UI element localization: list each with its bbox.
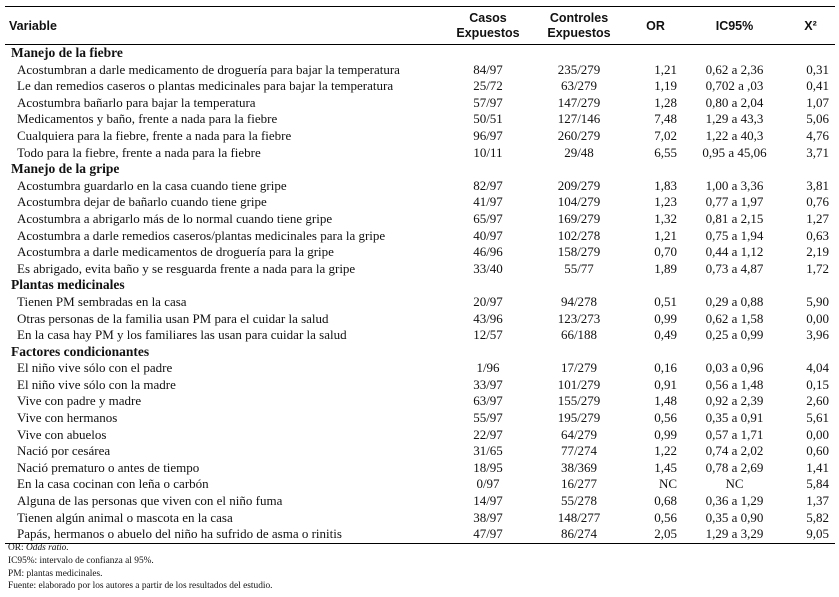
cell-variable: Vive con abuelos: [17, 426, 107, 442]
note-or: OR: Odds ratio.: [8, 543, 69, 553]
table-row: [5, 360, 835, 377]
cell-or: 0,68: [654, 493, 677, 509]
section-header-row: [5, 277, 835, 294]
cell-or: 1,21: [654, 227, 677, 243]
cell-or: 0,56: [654, 509, 677, 525]
cell-x2: 3,81: [806, 177, 829, 193]
cell-x2: 1,41: [806, 459, 829, 475]
cell-controles-expuestos: 94/278: [560, 293, 598, 309]
cell-casos-expuestos: 63/97: [473, 393, 503, 409]
cell-variable: Tienen PM sembradas en la casa: [17, 293, 187, 309]
cell-ic95: 1,29 a 43,3: [705, 111, 764, 127]
cell-or: 7,02: [654, 127, 677, 143]
cell-variable: Acostumbra a darle medicamentos de droguería para la gripe: [17, 244, 334, 260]
cell-or: 1,48: [654, 393, 677, 409]
cell-or: 1,32: [654, 210, 677, 226]
section-title: Manejo de la fiebre: [11, 45, 123, 60]
cell-x2: 4,76: [806, 127, 829, 143]
cell-controles-expuestos: 147/279: [557, 94, 601, 110]
table-row: [5, 377, 835, 394]
table-row: [5, 244, 835, 261]
cell-variable: Nació prematuro o antes de tiempo: [17, 459, 200, 475]
cell-variable: Acostumbra dejar de bañarlo cuando tiene gripe: [17, 194, 267, 210]
cell-controles-expuestos: 55/77: [564, 260, 594, 276]
cell-variable: Todo para la fiebre, frente a nada para la fiebre: [17, 144, 261, 160]
cell-controles-expuestos: 38/369: [560, 459, 598, 475]
cell-x2: 5,90: [806, 293, 829, 309]
table-header: [5, 7, 835, 45]
col-header-ic95: IC95%: [683, 7, 786, 45]
note-pm: PM: plantas medicinales.: [8, 568, 103, 579]
cell-ic95: 0,73 a 4,87: [705, 260, 764, 276]
cell-casos-expuestos: 46/96: [473, 244, 503, 260]
cell-or: NC: [658, 476, 677, 492]
cell-or: 1,28: [654, 94, 677, 110]
cell-variable: El niño vive sólo con la madre: [17, 376, 176, 392]
cell-x2: 0,63: [806, 227, 829, 243]
cell-casos-expuestos: 57/97: [473, 94, 503, 110]
cell-controles-expuestos: 169/279: [557, 210, 601, 226]
table-row: [5, 78, 835, 95]
cell-controles-expuestos: 209/279: [557, 177, 601, 193]
cell-x2: 5,06: [806, 111, 829, 127]
table-row: [5, 178, 835, 195]
cell-or: 2,05: [628, 526, 683, 543]
cell-or: 1,23: [654, 194, 677, 210]
table-row: [5, 443, 835, 460]
table-row: [5, 476, 835, 493]
cell-ic95: 0,36 a 1,29: [705, 493, 764, 509]
cell-ic95: 0,81 a 2,15: [705, 210, 764, 226]
cell-x2: 4,04: [806, 360, 829, 376]
cell-ic95: 0,57 a 1,71: [705, 426, 764, 442]
table-body: [5, 45, 835, 544]
table-row: [5, 62, 835, 79]
cell-variable: Medicamentos y baño, frente a nada para la fiebre: [17, 111, 278, 127]
cell-ic95: 0,77 a 1,97: [705, 194, 764, 210]
cell-ic95: 0,78 a 2,69: [705, 459, 764, 475]
cell-or: 1,22: [654, 443, 677, 459]
cell-or: 0,91: [654, 376, 677, 392]
cell-or: 1,21: [654, 61, 677, 77]
table-row: [5, 410, 835, 427]
table-row: [5, 228, 835, 245]
cell-x2: 2,19: [806, 244, 829, 260]
cell-variable: Acostumbra guardarlo en la casa cuando tiene gripe: [17, 177, 287, 193]
cell-or: 0,49: [654, 327, 677, 343]
cell-casos-expuestos: 18/95: [473, 459, 503, 475]
cell-casos-expuestos: 82/97: [473, 177, 503, 193]
cell-variable: Acostumbra a darle remedios caseros/plantas medicinales para la gripe: [17, 227, 386, 243]
cell-or: 0,51: [654, 293, 677, 309]
cell-casos-expuestos: 33/97: [473, 376, 503, 392]
cell-controles-expuestos: 104/279: [557, 194, 601, 210]
cell-casos-expuestos: 22/97: [473, 426, 503, 442]
table-row: [5, 311, 835, 328]
cell-x2: 1,72: [806, 260, 829, 276]
cell-casos-expuestos: 33/40: [473, 260, 503, 276]
cell-controles-expuestos: 77/274: [560, 443, 598, 459]
cell-ic95: 0,702 a ,03: [705, 78, 764, 94]
cell-controles-expuestos: 63/279: [560, 78, 598, 94]
cell-controles-expuestos: 29/48: [564, 144, 594, 160]
cell-controles-expuestos: 16/277: [560, 476, 598, 492]
cell-casos-expuestos: 43/96: [473, 310, 503, 326]
cell-x2: 0,15: [806, 376, 829, 392]
cell-ic95: 0,75 a 1,94: [705, 227, 764, 243]
cell-variable: Cualquiera para la fiebre, frente a nada para la fiebre: [17, 127, 292, 143]
col-header-or: OR: [628, 7, 683, 45]
cell-casos-expuestos: 55/97: [473, 410, 503, 426]
cell-x2: 5,61: [806, 410, 829, 426]
col-header-x2: X²: [786, 7, 835, 45]
table-row: [5, 327, 835, 344]
cell-or: 0,56: [654, 410, 677, 426]
cell-variable: Acostumbran a darle medicamento de droguería para bajar la temperatura: [17, 61, 400, 77]
cell-controles-expuestos: 155/279: [557, 393, 601, 409]
cell-controles-expuestos: 123/273: [557, 310, 601, 326]
col-header-casos: Casos Expuestos: [446, 7, 530, 45]
cell-or: 1,19: [654, 78, 677, 94]
cell-controles-expuestos: 66/188: [560, 327, 598, 343]
cell-x2: 0,31: [806, 61, 829, 77]
cell-casos-expuestos: 40/97: [473, 227, 503, 243]
col-header-variable: Variable: [5, 7, 446, 45]
cell-controles-expuestos: 55/278: [560, 493, 598, 509]
cell-casos-expuestos: 1/96: [476, 360, 500, 376]
cell-ic95: 0,44 a 1,12: [705, 244, 764, 260]
table-row: [5, 261, 835, 278]
cell-or: 0,70: [654, 244, 677, 260]
cell-variable: Alguna de las personas que viven con el niño fuma: [17, 493, 283, 509]
cell-casos-expuestos: 31/65: [473, 443, 503, 459]
table-row: [5, 526, 835, 543]
table-notes: [8, 542, 273, 593]
table-row: [5, 427, 835, 444]
cell-ic95: 0,80 a 2,04: [705, 94, 764, 110]
section-header-row: [5, 45, 835, 62]
table-row: [5, 194, 835, 211]
cell-ic95: 0,92 a 2,39: [705, 393, 764, 409]
cell-ic95: 0,35 a 0,90: [705, 509, 764, 525]
cell-x2: 5,82: [806, 509, 829, 525]
section-title: Plantas medicinales: [11, 277, 125, 293]
cell-controles-expuestos: 127/146: [557, 111, 601, 127]
cell-casos-expuestos: 25/72: [473, 78, 503, 94]
note-fuente: Fuente: elaborado por los autores a partir de los resultados del estudio.: [8, 581, 273, 592]
table-row: [5, 460, 835, 477]
cell-casos-expuestos: 10/11: [473, 144, 503, 160]
cell-ic95: 0,03 a 0,96: [705, 360, 764, 376]
cell-variable: Acostumbra bañarlo para bajar la temperatura: [17, 94, 256, 110]
cell-or: 0,99: [654, 426, 677, 442]
cell-ic95: 0,62 a 1,58: [705, 310, 764, 326]
cell-casos-expuestos: 65/97: [473, 210, 503, 226]
cell-ic95: 0,29 a 0,88: [705, 293, 764, 309]
cell-ic95: 0,62 a 2,36: [705, 61, 764, 77]
cell-or: 7,48: [654, 111, 677, 127]
cell-controles-expuestos: 195/279: [557, 410, 601, 426]
cell-or: 6,55: [654, 144, 677, 160]
cell-or: 0,16: [654, 360, 677, 376]
cell-ic95: 0,56 a 1,48: [705, 376, 764, 392]
cell-ic95: 0,95 a 45,06: [702, 144, 767, 160]
table-row: [5, 111, 835, 128]
cell-variable: El niño vive sólo con el padre: [17, 360, 173, 376]
cell-x2: 0,00: [806, 310, 829, 326]
cell-controles-expuestos: 86/274: [530, 526, 628, 543]
cell-ic95: 0,25 a 0,99: [705, 327, 764, 343]
cell-x2: 3,96: [806, 327, 829, 343]
table-row: [5, 145, 835, 162]
section-title: Factores condicionantes: [11, 343, 150, 359]
cell-casos-expuestos: 0/97: [476, 476, 500, 492]
cell-x2: 1,37: [806, 493, 829, 509]
table-row: [5, 493, 835, 510]
cell-x2: 0,00: [806, 426, 829, 442]
cell-or: 1,83: [654, 177, 677, 193]
cell-controles-expuestos: 148/277: [557, 509, 601, 525]
cell-variable: Vive con padre y madre: [17, 393, 142, 409]
cell-controles-expuestos: 235/279: [557, 61, 601, 77]
cell-ic95: 0,35 a 0,91: [705, 410, 764, 426]
cell-variable: Vive con hermanos: [17, 410, 118, 426]
table-row: [5, 294, 835, 311]
cell-x2: 9,05: [786, 526, 835, 543]
cell-x2: 0,60: [806, 443, 829, 459]
cell-x2: 1,27: [806, 210, 829, 226]
cell-ic95: 1,22 a 40,3: [705, 127, 764, 143]
cell-casos-expuestos: 47/97: [446, 526, 530, 543]
cell-or: 0,99: [654, 310, 677, 326]
cell-or: 1,89: [654, 260, 677, 276]
cell-controles-expuestos: 260/279: [557, 127, 601, 143]
cell-ic95: 1,00 a 3,36: [705, 177, 764, 193]
cell-variable: En la casa cocinan con leña o carbón: [17, 476, 209, 492]
note-ic95: IC95%: intervalo de confianza al 95%.: [8, 555, 154, 566]
cell-controles-expuestos: 17/279: [560, 360, 598, 376]
cell-variable: Le dan remedios caseros o plantas medicinales para bajar la temperatura: [17, 78, 394, 94]
table-row: [5, 95, 835, 112]
cell-variable: Papás, hermanos o abuelo del niño ha sufrido de asma o rinitis: [5, 526, 446, 543]
cell-variable: Acostumbra a abrigarlo más de lo normal cuando tiene gripe: [17, 210, 333, 226]
table-row: [5, 510, 835, 527]
cell-controles-expuestos: 101/279: [557, 376, 601, 392]
section-header-row: [5, 161, 835, 178]
cell-x2: 0,41: [806, 78, 829, 94]
table-row: [5, 393, 835, 410]
cell-casos-expuestos: 20/97: [473, 293, 503, 309]
cell-ic95: 1,29 a 3,29: [683, 526, 786, 543]
cell-controles-expuestos: 102/278: [557, 227, 601, 243]
cell-casos-expuestos: 84/97: [473, 61, 503, 77]
cell-casos-expuestos: 38/97: [473, 509, 503, 525]
cell-or: 1,45: [654, 459, 677, 475]
cell-casos-expuestos: 12/57: [473, 327, 503, 343]
table-row: [5, 211, 835, 228]
cell-ic95: 0,74 a 2,02: [705, 443, 764, 459]
table-row: [5, 128, 835, 145]
cell-x2: 0,76: [806, 194, 829, 210]
cell-controles-expuestos: 158/279: [557, 244, 601, 260]
cell-ic95: NC: [725, 476, 744, 492]
cell-variable: Es abrigado, evita baño y se resguarda frente a nada para la gripe: [17, 260, 356, 276]
results-table: [5, 6, 835, 544]
cell-x2: 1,07: [806, 94, 829, 110]
cell-x2: 3,71: [806, 144, 829, 160]
cell-x2: 2,60: [806, 393, 829, 409]
cell-casos-expuestos: 41/97: [473, 194, 503, 210]
section-header-row: [5, 344, 835, 361]
section-title: Manejo de la gripe: [11, 161, 120, 177]
cell-variable: Tienen algún animal o mascota en la casa: [17, 509, 233, 525]
cell-variable: Otras personas de la familia usan PM para el cuidar la salud: [17, 310, 329, 326]
cell-controles-expuestos: 64/279: [560, 426, 598, 442]
cell-casos-expuestos: 96/97: [473, 127, 503, 143]
cell-casos-expuestos: 14/97: [473, 493, 503, 509]
cell-casos-expuestos: 50/51: [473, 111, 503, 127]
cell-variable: En la casa hay PM y los familiares las usan para cuidar la salud: [17, 327, 347, 343]
cell-variable: Nació por cesárea: [17, 443, 111, 459]
cell-x2: 5,84: [806, 476, 829, 492]
col-header-controles: Controles Expuestos: [530, 7, 628, 45]
